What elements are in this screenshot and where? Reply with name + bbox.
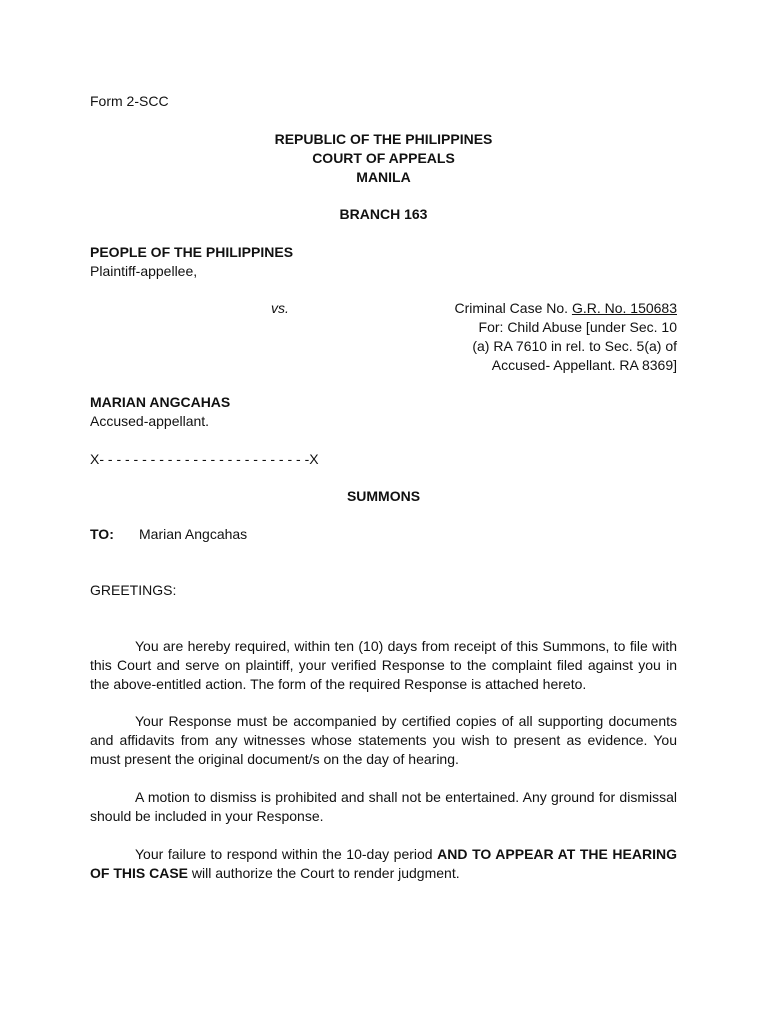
plaintiff-name: PEOPLE OF THE PHILIPPINES — [90, 244, 294, 260]
header-city: MANILA — [356, 169, 411, 185]
case-line-3: (a) RA 7610 in rel. to Sec. 5(a) of — [472, 338, 677, 354]
paragraph-1: You are hereby required, within ten (10) days from receipt of this Summons, to file with this Court and serve on plaintiff, your verified Response to the complaint filed against you in the above-entitled action. The form of the required Response is attached hereto. — [90, 638, 677, 692]
to-label: TO: — [90, 526, 114, 542]
header-republic: REPUBLIC OF THE PHILIPPINES — [274, 131, 493, 147]
caption-separator: X- - - - - - - - - - - - - - - - - - - - - - - - -X — [90, 451, 319, 467]
paragraph-4-text-a: Your failure to respond within the 10-day period — [135, 846, 438, 862]
case-line-4: Accused- Appellant. RA 8369] — [491, 357, 677, 373]
document-title: SUMMONS — [346, 488, 421, 504]
header-court: COURT OF APPEALS — [312, 150, 455, 166]
paragraph-2: Your Response must be accompanied by certified copies of all supporting documents and affidavits from any witnesses whose statements you wish to present as evidence. You must present the original document/s on the day of hearing. — [90, 713, 677, 767]
header-branch: BRANCH 163 — [339, 206, 428, 222]
versus-label: vs. — [271, 300, 289, 316]
case-line-2: For: Child Abuse [under Sec. 10 — [478, 319, 677, 335]
paragraph-3: A motion to dismiss is prohibited and shall not be entertained. Any ground for dismissal should be included in your Response. — [90, 789, 677, 824]
form-label: Form 2-SCC — [90, 93, 169, 109]
accused-name: MARIAN ANGCAHAS — [90, 394, 231, 410]
paragraph-4-text-b: will authorize the Court to render judgment. — [188, 865, 460, 881]
case-number-line — [417, 299, 677, 318]
greeting: GREETINGS: — [90, 582, 177, 598]
to-name: Marian Angcahas — [139, 526, 248, 542]
accused-role: Accused-appellant. — [90, 413, 210, 429]
plaintiff-role: Plaintiff-appellee, — [90, 263, 198, 279]
paragraph-4-emphasis: AND TO APPEAR AT THE HEARING OF THIS CASE — [90, 846, 677, 881]
case-prefix: Criminal Case No. — [454, 300, 569, 316]
paragraph-4 — [90, 845, 677, 883]
case-number: G.R. No. 150683 — [571, 300, 677, 316]
